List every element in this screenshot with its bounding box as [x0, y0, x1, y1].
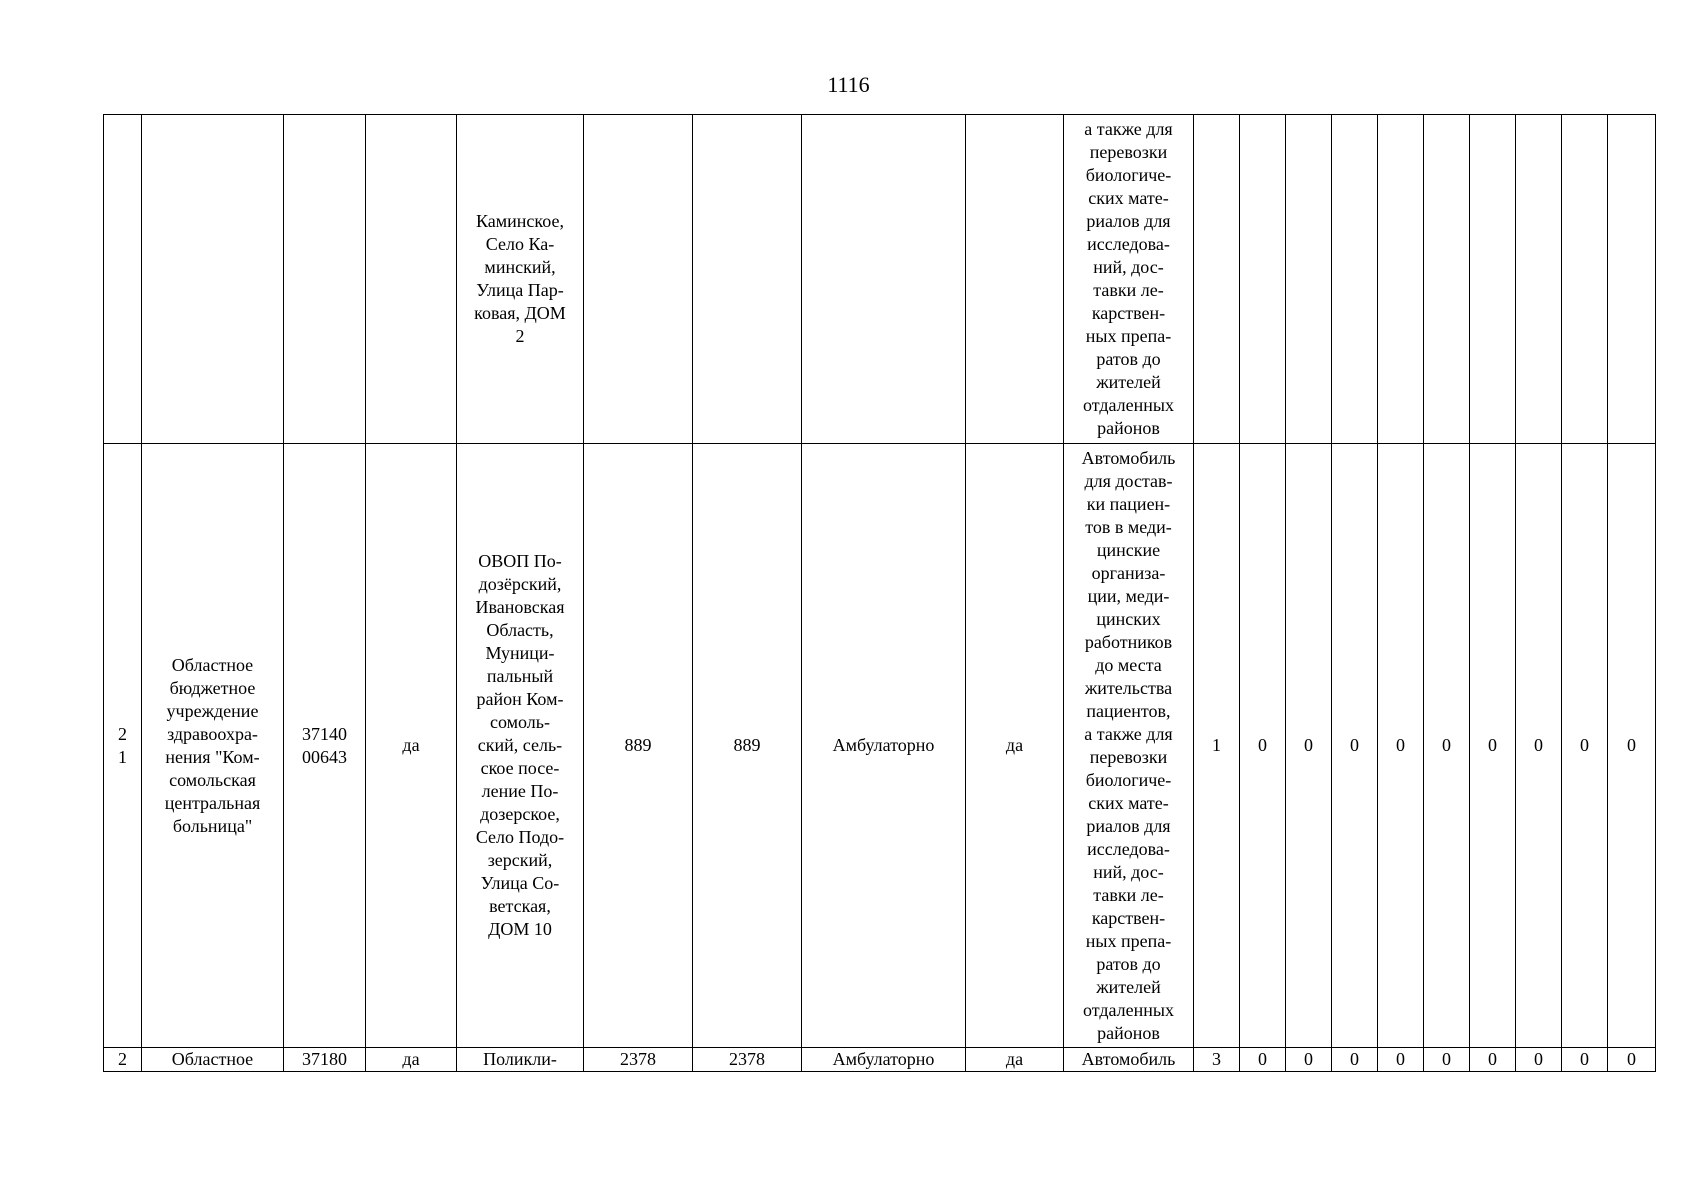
cell-count: 3 — [1194, 1048, 1240, 1072]
cell-count — [1194, 115, 1240, 444]
cell-value-2: 889 — [693, 444, 802, 1048]
cell-value-1: 2378 — [584, 1048, 693, 1072]
cell-count — [1516, 115, 1562, 444]
cell-count: 0 — [1608, 1048, 1656, 1072]
cell-care-type: Амбулаторно — [802, 444, 966, 1048]
cell-value-1: 889 — [584, 444, 693, 1048]
table-row — [104, 444, 1656, 1048]
cell-number: 2 — [104, 1048, 142, 1072]
cell-purpose: а также для перевозки биологиче- ских мате- риалов для исследова- ний, дос- тавки ле- карствен- ных препа- ратов до жителей отдаленных районов — [1064, 115, 1194, 444]
cell-count — [1332, 115, 1378, 444]
cell-inn: 37140 00643 — [284, 444, 366, 1048]
cell-flag: да — [366, 1048, 457, 1072]
cell-count: 0 — [1378, 444, 1424, 1048]
cell-care-type — [802, 115, 966, 444]
cell-value-1 — [584, 115, 693, 444]
cell-count — [1378, 115, 1424, 444]
cell-organization: Областное бюджетное учреждение здравоохра- нения "Ком- сомольская центральная больница" — [142, 444, 284, 1048]
cell-count: 0 — [1562, 1048, 1608, 1072]
cell-value-2: 2378 — [693, 1048, 802, 1072]
cell-count: 0 — [1424, 1048, 1470, 1072]
cell-count — [1608, 115, 1656, 444]
table-row — [104, 115, 1656, 444]
cell-address: ОВОП По- дозёрский, Ивановская Область, Муници- пальный район Ком- сомоль- ский, сель- ское посе- ление По- дозерское, Село Подо- зерский, Улица Со- ветская, ДОМ 10 — [457, 444, 584, 1048]
cell-organization: Областное — [142, 1048, 284, 1072]
cell-address: Каминское, Село Ка- минский, Улица Пар- ковая, ДОМ 2 — [457, 115, 584, 444]
cell-count — [1470, 115, 1516, 444]
cell-inn: 37180 — [284, 1048, 366, 1072]
cell-flag: да — [366, 444, 457, 1048]
cell-count: 0 — [1424, 444, 1470, 1048]
cell-number: 2 1 — [104, 444, 142, 1048]
cell-organization — [142, 115, 284, 444]
cell-number — [104, 115, 142, 444]
cell-count: 0 — [1240, 1048, 1286, 1072]
cell-count: 0 — [1516, 1048, 1562, 1072]
cell-count: 0 — [1240, 444, 1286, 1048]
cell-flag-2: да — [966, 1048, 1064, 1072]
data-table — [103, 114, 1656, 1072]
cell-flag-2: да — [966, 444, 1064, 1048]
page-number: 1116 — [827, 72, 870, 97]
cell-count: 0 — [1516, 444, 1562, 1048]
table-row — [104, 1048, 1656, 1072]
cell-count: 0 — [1470, 444, 1516, 1048]
cell-count: 0 — [1562, 444, 1608, 1048]
cell-count — [1286, 115, 1332, 444]
cell-purpose: Автомобиль для достав- ки пациен- тов в меди- цинские организа- ции, меди- цинских работников до места жительства пациентов, а также для перевозки биологиче- ских мате- риалов для исследова- ний, дос- тавки ле- карствен- ных препа- ратов до жителей отдаленных районов — [1064, 444, 1194, 1048]
cell-count: 0 — [1470, 1048, 1516, 1072]
cell-purpose: Автомобиль — [1064, 1048, 1194, 1072]
cell-count — [1562, 115, 1608, 444]
cell-count: 0 — [1378, 1048, 1424, 1072]
cell-count: 1 — [1194, 444, 1240, 1048]
cell-address: Поликли- — [457, 1048, 584, 1072]
cell-flag-2 — [966, 115, 1064, 444]
cell-count: 0 — [1332, 444, 1378, 1048]
cell-count: 0 — [1286, 1048, 1332, 1072]
cell-care-type: Амбулаторно — [802, 1048, 966, 1072]
cell-count — [1424, 115, 1470, 444]
cell-value-2 — [693, 115, 802, 444]
cell-flag — [366, 115, 457, 444]
cell-count: 0 — [1286, 444, 1332, 1048]
cell-count — [1240, 115, 1286, 444]
cell-inn — [284, 115, 366, 444]
cell-count: 0 — [1608, 444, 1656, 1048]
cell-count: 0 — [1332, 1048, 1378, 1072]
